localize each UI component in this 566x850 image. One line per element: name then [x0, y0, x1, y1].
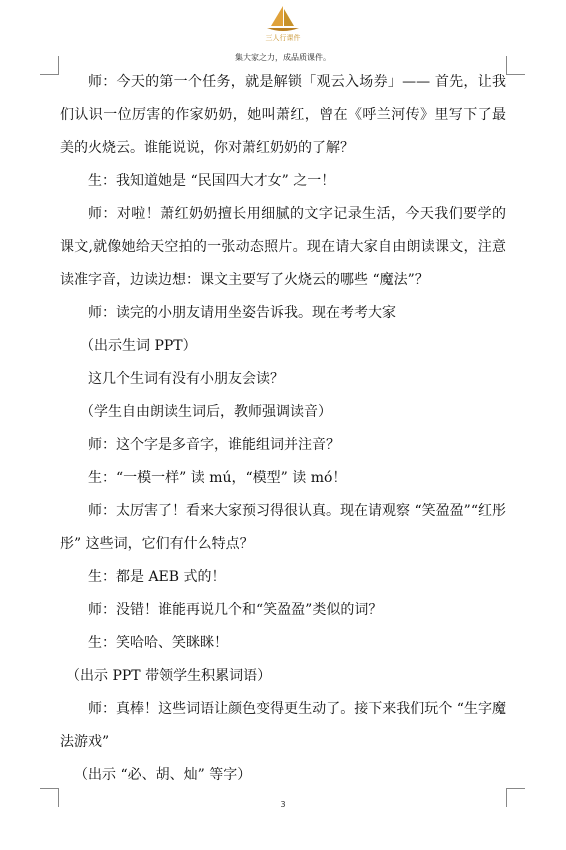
paragraph-student-examples: 生：笑哈哈、笑眯眯！	[88, 635, 228, 651]
paragraph-aeb-pattern: 生：都是 AEB 式的！	[88, 569, 226, 585]
paragraph-observe-words: 师：太厉害了！看来大家预习得很认真。现在请观察 “笑盈盈”“红彤彤” 这些词，它们有什么特点？	[60, 503, 506, 552]
paragraph-question: 这几个生词有没有小朋友会读？	[88, 371, 284, 387]
paragraph-game-intro: 师：真棒！这些词语让颜色变得更生动了。接下来我们玩个 “生字魔法游戏”	[60, 701, 506, 750]
paragraph-stage-direction: （学生自由朗读生词后，教师强调读音）	[80, 404, 332, 420]
paragraph-pronunciation: 生：“一模一样” 读 mú，“模型” 读 mó！	[88, 470, 347, 486]
paragraph-show-characters: （出示 “必、胡、灿” 等字）	[74, 767, 252, 783]
paragraph-show-vocabulary: （出示生词 PPT）	[80, 338, 197, 354]
logo-text: 三人行课件	[265, 34, 301, 42]
paragraph-teacher-quiz: 师：读完的小朋友请用坐姿告诉我。现在考考大家	[88, 305, 396, 321]
lesson-transcript	[60, 66, 506, 792]
paragraph-show-ppt: （出示 PPT 带领学生积累词语）	[66, 668, 272, 684]
page-number: 3	[280, 800, 286, 809]
paragraph-polyphonic: 师：这个字是多音字，谁能组词并注音？	[88, 437, 340, 453]
logo-slogan: 集大家之力，成品质课件。	[235, 53, 331, 62]
crop-mark-top-left	[40, 56, 59, 75]
paragraph-student-answer: 生：我知道她是 “民国四大才女” 之一！	[88, 173, 336, 189]
crop-mark-top-right	[506, 56, 525, 75]
paragraph-similar-words: 师：没错！谁能再说几个和“笑盈盈”类似的词？	[88, 602, 383, 618]
paragraph-teacher-intro: 师：今天的第一个任务，就是解锁「观云入场券」—— 首先，让我们认识一位厉害的作家奶奶，她叫萧红，曾在《呼兰河传》里写下了最美的火烧云。谁能说说，你对萧红奶奶的了解？	[60, 74, 506, 156]
publisher-logo	[248, 4, 318, 52]
paragraph-teacher-reading-task: 师：对啦！萧红奶奶擅长用细腻的文字记录生活，今天我们要学的课文,就像她给天空拍的一张动态照片。现在请大家自由朗读课文，注意读准字音，边读边想：课文主要写了火烧云的哪些 “魔法”？	[60, 206, 506, 288]
sailboat-logo-icon	[263, 4, 303, 34]
